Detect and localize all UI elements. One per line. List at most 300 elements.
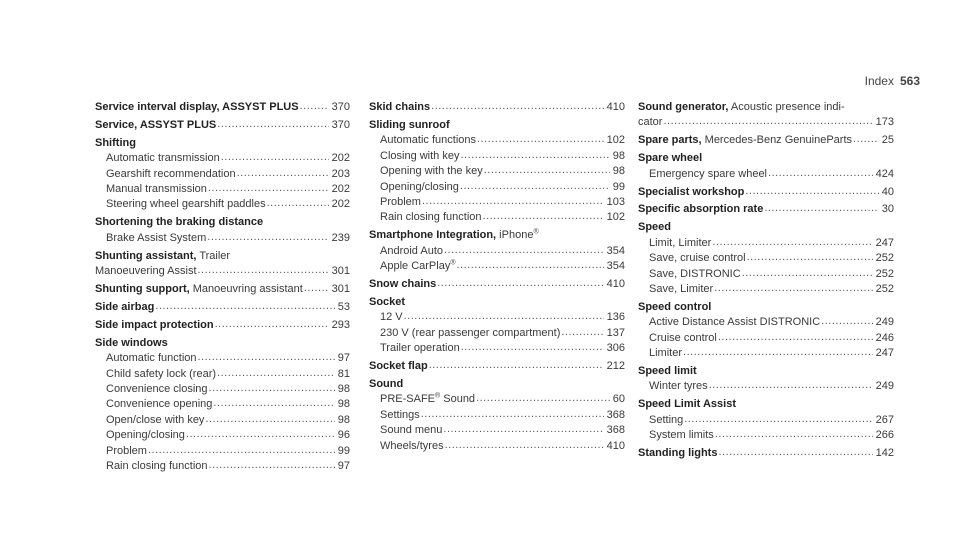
dot-leader <box>460 179 610 194</box>
dot-leader <box>663 114 872 129</box>
entry-heading-line <box>369 118 625 133</box>
page-ref: 410 <box>606 277 625 290</box>
entry-text <box>95 318 214 333</box>
page-ref: 252 <box>875 282 894 295</box>
page-ref: 102 <box>606 134 625 147</box>
entry-qualifier: iPhone <box>496 229 534 242</box>
index-row <box>369 180 625 195</box>
index-row <box>369 423 625 438</box>
entry-text <box>380 133 476 148</box>
sub-entry-text: Opening/closing <box>380 180 459 193</box>
dot-leader <box>304 281 329 296</box>
dot-leader <box>300 99 329 114</box>
dot-leader <box>205 412 334 427</box>
dot-leader <box>712 235 872 250</box>
dot-leader <box>422 194 604 209</box>
index-entry <box>95 300 350 315</box>
entry-text <box>380 149 459 164</box>
dot-leader <box>267 196 329 211</box>
entry-text <box>95 282 303 297</box>
sub-entry-text: Brake Assist System <box>106 231 207 244</box>
entry-continuation: Manoeuvering Assist <box>95 265 197 278</box>
dot-leader <box>209 381 335 396</box>
dot-leader <box>484 163 610 178</box>
index-entry <box>95 249 350 280</box>
dot-leader <box>429 358 604 373</box>
entry-first-line <box>95 249 350 264</box>
entry-text <box>638 133 852 148</box>
entry-heading: Side airbag <box>95 300 155 313</box>
index-row <box>369 149 625 164</box>
entry-text <box>649 167 767 182</box>
entry-heading-line <box>95 215 350 230</box>
page-ref: 368 <box>606 408 625 421</box>
index-row <box>95 318 350 333</box>
registered-mark: ® <box>435 392 441 400</box>
entry-heading: Skid chains <box>369 101 431 113</box>
page-ref: 354 <box>606 260 625 273</box>
page-ref: 99 <box>337 444 350 457</box>
page-ref: 136 <box>606 311 625 324</box>
entry-heading: Sound generator, <box>638 101 729 113</box>
page-ref: 410 <box>606 101 625 113</box>
index-row <box>638 133 894 148</box>
entry-heading-line <box>638 364 894 379</box>
dot-leader <box>431 99 604 114</box>
entry-heading: Spare parts, <box>638 134 702 147</box>
index-row <box>95 167 350 182</box>
entry-text <box>380 244 443 259</box>
entry-text <box>638 202 763 217</box>
page-ref: 96 <box>337 429 350 442</box>
dot-leader <box>443 422 603 437</box>
dot-leader <box>444 243 604 258</box>
dot-leader <box>709 378 873 393</box>
sub-entry-text: Settings <box>380 408 420 421</box>
entry-text <box>649 315 820 330</box>
sub-entry-text: Opening with the key <box>380 165 483 178</box>
index-row <box>95 382 350 397</box>
sub-entry-text: Problem <box>380 195 421 208</box>
dot-leader <box>684 412 872 427</box>
index-row <box>638 167 894 182</box>
entry-text <box>380 164 483 179</box>
sub-entry-text: Child safety lock (rear) <box>106 367 217 380</box>
entry-continuation: cator <box>638 116 663 129</box>
entry-heading: Shortening the braking distance <box>95 216 264 229</box>
dot-leader <box>461 340 604 355</box>
dot-leader <box>198 263 329 278</box>
page-ref: 102 <box>606 211 625 224</box>
dot-leader <box>714 281 872 296</box>
index-row <box>369 277 625 292</box>
index-row <box>369 210 625 225</box>
entry-text <box>369 100 430 115</box>
sub-entry-text: Limiter <box>649 347 683 360</box>
page-ref: 98 <box>612 149 625 162</box>
entry-text <box>638 115 662 130</box>
entry-heading: Service, ASSYST PLUS <box>95 118 217 131</box>
index-column-1 <box>95 100 350 477</box>
index-row <box>638 251 894 266</box>
entry-text <box>380 195 421 210</box>
page-header <box>865 74 920 88</box>
entry-text <box>106 151 220 166</box>
sub-entry-text: Winter tyres <box>649 380 708 393</box>
index-entry <box>369 377 625 454</box>
sub-entry-text: PRE-SAFE <box>380 393 436 406</box>
index-row <box>95 264 350 279</box>
page-ref: 424 <box>875 167 894 180</box>
sub-entry-text: Sound menu <box>380 424 443 437</box>
sub-entry-text: Limit, Limiter <box>649 236 712 249</box>
index-entry <box>638 300 894 362</box>
page-ref: 202 <box>331 183 350 196</box>
entry-text <box>649 236 711 251</box>
index-row <box>638 346 894 361</box>
page-ref: 247 <box>875 236 894 249</box>
sub-entry-text: 12 V <box>380 311 403 324</box>
entry-text <box>380 341 460 356</box>
index-entry <box>369 228 625 274</box>
sub-entry-text: Android Auto <box>380 244 443 257</box>
index-row <box>95 300 350 315</box>
index-column-3 <box>638 100 894 464</box>
sub-entry-text: Emergency spare wheel <box>649 167 768 180</box>
index-row <box>95 151 350 166</box>
entry-heading: Speed limit <box>638 365 697 377</box>
index-entry <box>638 100 894 131</box>
page-ref: 99 <box>612 180 625 193</box>
index-row <box>638 185 894 200</box>
index-entry <box>638 397 894 443</box>
dot-leader <box>445 438 604 453</box>
index-row <box>95 397 350 412</box>
page-ref: 246 <box>875 331 894 344</box>
sub-entry-text: Gearshift recommendation <box>106 167 236 180</box>
page-ref: 97 <box>337 352 350 365</box>
dot-leader <box>208 181 329 196</box>
dot-leader <box>715 427 873 442</box>
sub-entry-text: Manual transmission <box>106 183 207 196</box>
entry-heading: Speed <box>638 221 672 234</box>
sub-entry-text: Save, Limiter <box>649 282 714 295</box>
dot-leader <box>768 166 873 181</box>
sub-entry-text: Automatic function <box>106 352 197 365</box>
index-entry <box>95 215 350 246</box>
sub-entry-text: Cruise control <box>649 331 717 344</box>
index-column-2 <box>369 100 625 456</box>
dot-leader <box>483 209 604 224</box>
index-row <box>95 367 350 382</box>
sub-entry-text: Active Distance Assist DISTRONIC <box>649 316 821 329</box>
index-entry <box>638 133 894 148</box>
entry-text <box>369 277 436 292</box>
index-entry <box>638 364 894 395</box>
sub-entry-text: Rain closing function <box>106 459 208 472</box>
entry-qualifier: Mercedes-Benz GenuineParts <box>701 134 853 147</box>
entry-text <box>380 423 442 438</box>
dot-leader <box>821 314 872 329</box>
dot-leader <box>213 396 334 411</box>
entry-text <box>380 180 459 195</box>
index-row <box>638 315 894 330</box>
sub-entry-text-cont: Sound <box>440 393 476 406</box>
registered-mark: ® <box>450 259 456 267</box>
entry-text <box>95 118 216 133</box>
page-ref: 142 <box>875 447 894 460</box>
index-row <box>95 118 350 133</box>
entry-text <box>106 367 216 382</box>
sub-entry-text: Problem <box>106 444 147 457</box>
page-ref: 202 <box>331 198 350 211</box>
dot-leader <box>764 201 878 216</box>
entry-heading: Specialist workshop <box>638 185 745 198</box>
index-row <box>369 133 625 148</box>
dot-leader <box>747 250 873 265</box>
entry-heading-line <box>95 336 350 351</box>
entry-text <box>649 282 713 297</box>
entry-text <box>649 413 683 428</box>
entry-heading: Spare wheel <box>638 152 703 165</box>
dot-leader <box>476 391 610 406</box>
page-ref: 410 <box>606 439 625 452</box>
page-ref: 249 <box>875 380 894 393</box>
index-row <box>95 197 350 212</box>
page-ref: 202 <box>331 152 350 165</box>
sub-entry-text: Convenience closing <box>106 382 208 395</box>
sub-entry-text: Closing with key <box>380 149 460 162</box>
dot-leader <box>148 443 335 458</box>
dot-leader <box>718 445 872 460</box>
entry-heading: Socket flap <box>369 360 428 372</box>
registered-mark: ® <box>533 228 539 236</box>
sub-entry-text: 230 V (rear passenger compartment) <box>380 326 561 339</box>
index-entry <box>369 118 625 226</box>
dot-leader <box>853 132 879 147</box>
entry-text <box>106 397 212 412</box>
page-ref: 249 <box>875 316 894 329</box>
index-row <box>369 310 625 325</box>
dot-leader <box>437 276 603 291</box>
page-ref: 301 <box>331 265 350 278</box>
page-ref: 252 <box>875 252 894 265</box>
page-ref: 98 <box>337 382 350 395</box>
dot-leader <box>742 266 873 281</box>
dot-leader <box>745 184 878 199</box>
page-ref: 370 <box>331 101 350 113</box>
dot-leader <box>421 407 604 422</box>
index-row <box>369 326 625 341</box>
index-entry <box>638 202 894 217</box>
index-row <box>95 351 350 366</box>
page-ref: 173 <box>875 116 894 129</box>
dot-leader <box>217 366 335 381</box>
entry-text <box>380 408 420 423</box>
entry-heading: Service interval display, ASSYST PLUS <box>95 101 299 113</box>
sub-entry-text: Automatic functions <box>380 134 476 147</box>
index-row <box>95 444 350 459</box>
dot-leader <box>207 230 328 245</box>
entry-text <box>638 446 717 461</box>
sub-entry-text: Steering wheel gearshift paddles <box>106 198 266 211</box>
index-row <box>638 282 894 297</box>
entry-heading: Shunting assistant, <box>95 249 197 262</box>
dot-leader <box>215 317 329 332</box>
entry-text <box>649 379 708 394</box>
sub-entry-text: Convenience opening <box>106 398 213 411</box>
page-ref: 239 <box>331 231 350 244</box>
entry-heading: Smartphone Integration, <box>369 229 497 242</box>
sub-entry-text: System limits <box>649 429 714 442</box>
entry-heading-line <box>369 228 625 243</box>
entry-text <box>380 210 482 225</box>
index-entry <box>95 118 350 133</box>
sub-entry-text: Apple CarPlay <box>380 260 451 273</box>
page-ref: 301 <box>331 282 350 295</box>
dot-leader <box>217 117 328 132</box>
entry-heading-line <box>638 300 894 315</box>
index-row <box>638 236 894 251</box>
entry-text <box>649 331 717 346</box>
page-ref: 247 <box>875 347 894 360</box>
entry-text <box>95 100 299 115</box>
page-ref: 40 <box>881 185 894 198</box>
entry-heading: Snow chains <box>369 277 437 290</box>
index-entry <box>369 100 625 115</box>
sub-entry-text: Automatic transmission <box>106 152 220 165</box>
sub-entry-text: Wheels/tyres <box>380 439 444 452</box>
entry-heading-line <box>638 397 894 412</box>
dot-leader <box>561 325 603 340</box>
index-row <box>95 459 350 474</box>
index-row <box>638 267 894 282</box>
page-ref: 98 <box>337 413 350 426</box>
page-ref: 267 <box>875 413 894 426</box>
page-ref: 203 <box>331 167 350 180</box>
section-label: Index <box>864 74 894 88</box>
entry-text <box>380 310 403 325</box>
sub-entry-text: Save, DISTRONIC <box>649 267 741 280</box>
entry-text <box>649 251 746 266</box>
index-entry <box>369 295 625 357</box>
entry-heading-line <box>95 136 350 151</box>
page-ref: 103 <box>606 195 625 208</box>
page-ref: 60 <box>612 393 625 406</box>
entry-text <box>649 346 682 361</box>
entry-text <box>649 267 741 282</box>
index-row <box>369 359 625 374</box>
entry-qualifier: Trailer <box>196 249 231 262</box>
page-ref: 137 <box>606 326 625 339</box>
index-row <box>369 341 625 356</box>
sub-entry-text: Opening/closing <box>106 429 185 442</box>
index-entry <box>638 220 894 297</box>
dot-leader <box>457 258 604 273</box>
index-row <box>369 195 625 210</box>
entry-text <box>106 459 208 474</box>
entry-text <box>369 359 428 374</box>
entry-text <box>106 413 204 428</box>
entry-heading: Shifting <box>95 136 136 149</box>
entry-heading: Sound <box>369 377 404 390</box>
sub-entry-text: Rain closing function <box>380 211 482 224</box>
page-ref: 306 <box>606 342 625 355</box>
entry-heading: Specific absorption rate <box>638 203 764 216</box>
entry-text <box>638 185 744 200</box>
page-ref: 370 <box>331 118 350 131</box>
index-row <box>95 428 350 443</box>
dot-leader <box>221 150 329 165</box>
page-number: 563 <box>899 74 920 88</box>
entry-heading: Side impact protection <box>95 318 214 331</box>
sub-entry-text: Save, cruise control <box>649 252 746 265</box>
dot-leader <box>198 350 335 365</box>
page-ref: 212 <box>606 360 625 372</box>
page-ref: 30 <box>881 203 894 216</box>
index-row <box>369 408 625 423</box>
index-row <box>95 231 350 246</box>
entry-heading-line <box>369 377 625 392</box>
index-row <box>369 100 625 115</box>
entry-heading: Side windows <box>95 336 168 349</box>
index-entry <box>95 318 350 333</box>
index-row <box>638 428 894 443</box>
entry-text <box>106 444 147 459</box>
index-row <box>95 182 350 197</box>
index-row <box>95 100 350 115</box>
index-row <box>369 244 625 259</box>
dot-leader <box>155 299 334 314</box>
dot-leader <box>237 166 329 181</box>
index-row <box>369 164 625 179</box>
sub-entry-text: Open/close with key <box>106 413 205 426</box>
entry-heading: Standing lights <box>638 447 718 460</box>
sub-entry-text: Trailer operation <box>380 342 460 355</box>
index-row <box>369 259 625 274</box>
entry-text <box>380 259 456 274</box>
index-entry <box>369 277 625 292</box>
entry-text <box>95 300 154 315</box>
page-ref: 266 <box>875 429 894 442</box>
entry-text <box>106 197 266 212</box>
entry-text <box>380 326 560 341</box>
entry-qualifier: Acoustic presence indi- <box>728 101 845 113</box>
index-row <box>95 282 350 297</box>
dot-leader <box>718 330 873 345</box>
index-row <box>95 413 350 428</box>
entry-heading: Speed control <box>638 300 712 313</box>
entry-text <box>106 428 185 443</box>
entry-text <box>106 382 208 397</box>
dot-leader <box>683 345 873 360</box>
page-ref: 53 <box>337 300 350 313</box>
entry-text <box>95 264 197 279</box>
entry-heading: Socket <box>369 295 406 308</box>
index-row <box>638 115 894 130</box>
entry-heading: Sliding sunroof <box>369 118 450 131</box>
page-ref: 293 <box>331 318 350 331</box>
page-ref: 97 <box>337 459 350 472</box>
index-row <box>638 202 894 217</box>
entry-heading: Shunting support, <box>95 282 190 295</box>
entry-text <box>380 392 475 407</box>
entry-text <box>106 182 207 197</box>
index-entry <box>369 359 625 374</box>
dot-leader <box>186 427 335 442</box>
entry-text <box>106 231 206 246</box>
index-row <box>638 446 894 461</box>
